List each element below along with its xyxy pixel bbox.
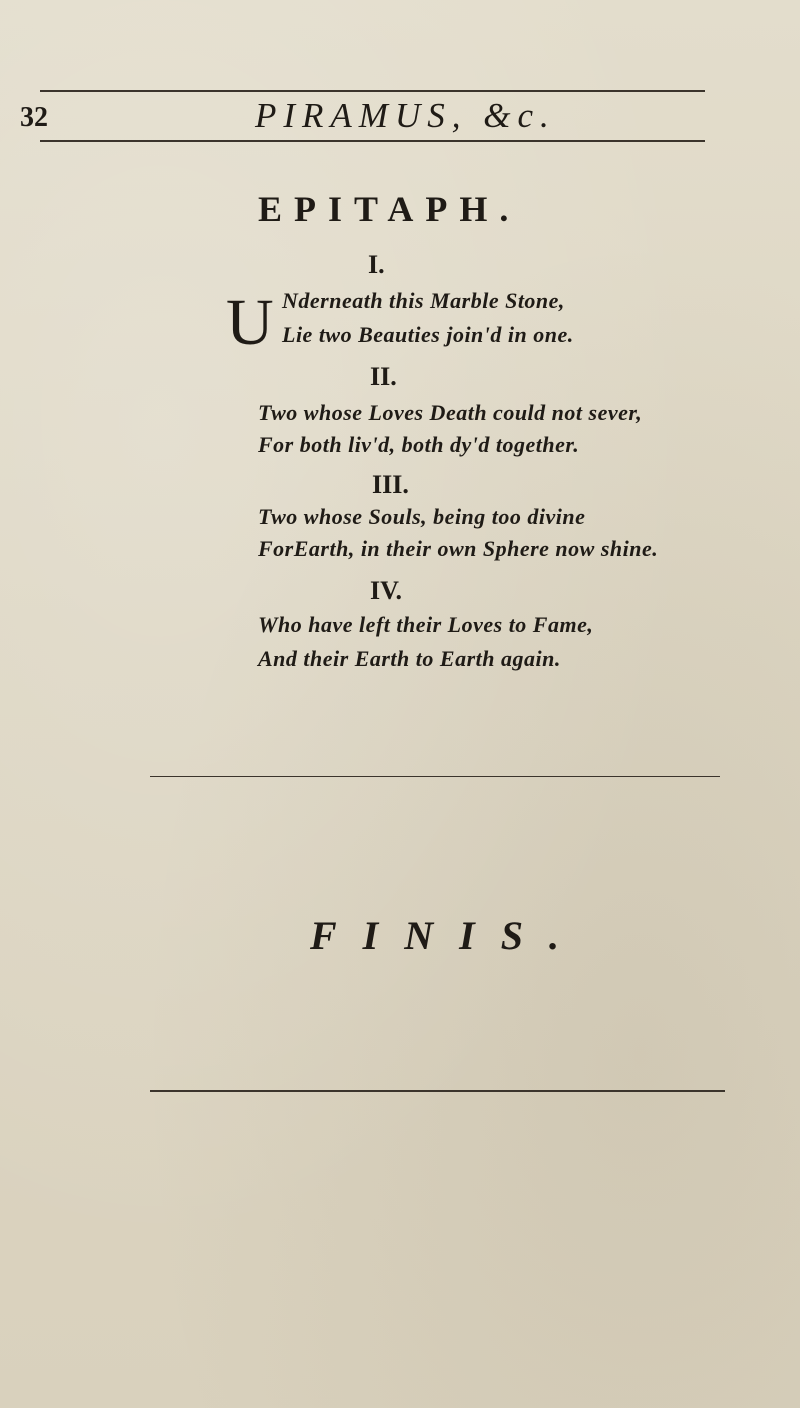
stanza-1-line-1: Nderneath this Marble Stone, xyxy=(282,288,565,313)
stanza-3-line-1: Two whose Souls, being too divine xyxy=(258,504,586,529)
stanza-3-numeral: III. xyxy=(372,470,409,499)
stanza-2-numeral: II. xyxy=(370,362,397,391)
epitaph-title: EPITAPH. xyxy=(258,189,521,229)
header-top-rule xyxy=(40,90,705,92)
stanza-1-line-2: Lie two Beauties join'd in one. xyxy=(282,322,574,347)
stanza-4-numeral: IV. xyxy=(370,576,403,605)
page-number: 32 xyxy=(20,102,48,133)
finis-text: FINIS. xyxy=(310,913,585,958)
running-head: PIRAMUS, &c. xyxy=(255,96,556,135)
section-divider-rule xyxy=(150,776,720,777)
stanza-4-line-2: And their Earth to Earth again. xyxy=(258,646,561,671)
header-bottom-rule xyxy=(40,140,705,142)
stanza-3-line-2: ForEarth, in their own Sphere now shine. xyxy=(258,536,659,561)
stanza-2-line-1: Two whose Loves Death could not sever, xyxy=(258,400,643,425)
footer-rule xyxy=(150,1090,725,1092)
drop-cap: U xyxy=(226,286,274,359)
stanza-4-line-1: Who have left their Loves to Fame, xyxy=(258,612,594,637)
stanza-1-numeral: I. xyxy=(368,250,385,279)
stanza-2-line-2: For both liv'd, both dy'd together. xyxy=(258,432,580,457)
